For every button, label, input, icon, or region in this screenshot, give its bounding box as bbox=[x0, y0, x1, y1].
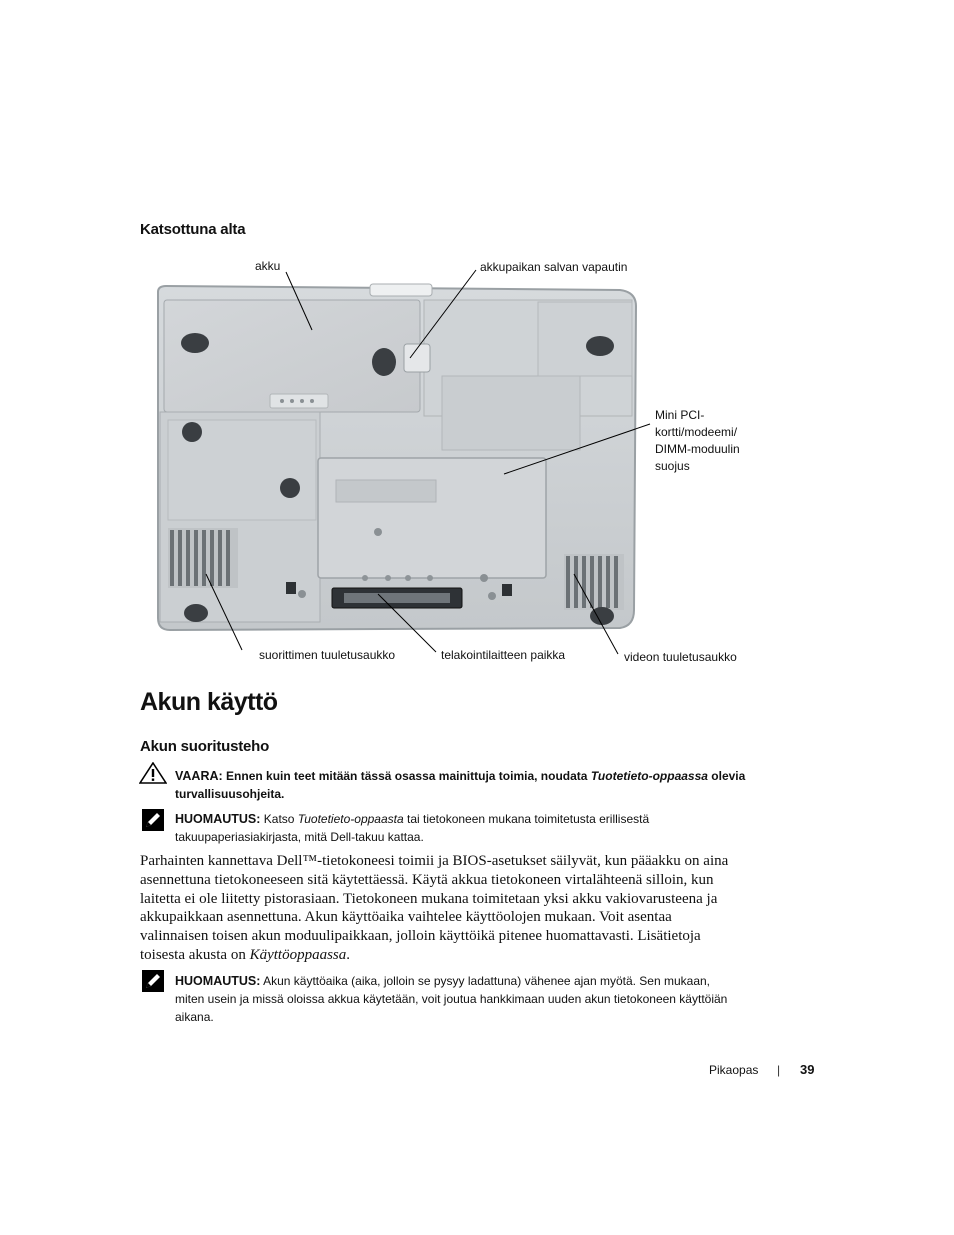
warning-text-after: olevia bbox=[711, 769, 746, 783]
battery-paragraph bbox=[140, 852, 780, 965]
subheading-battery-performance: Akun suoritusteho bbox=[140, 738, 270, 755]
paragraph-line6: toisesta akusta on bbox=[140, 946, 246, 963]
label-mini-pci-line3: DIMM-moduulin bbox=[655, 442, 740, 456]
notice1-text: Katso bbox=[263, 812, 295, 826]
footer-title: Pikaopas bbox=[709, 1063, 759, 1077]
paragraph-line1: Parhainten kannettava Dell™-tietokoneesi toimii ja BIOS-asetukset säilyvät, kun pääakku on aina bbox=[140, 853, 729, 869]
notice2-line3: aikana. bbox=[175, 1010, 214, 1024]
label-battery: akku bbox=[255, 259, 281, 273]
notice-warranty bbox=[175, 810, 775, 846]
label-mini-pci-line1: Mini PCI- bbox=[655, 408, 705, 422]
paragraph-period: . bbox=[346, 946, 351, 963]
notice1-line2: takuupaperiasiakirjasta, mitä Dell-takuu kattaa. bbox=[175, 830, 424, 844]
page-number: 39 bbox=[800, 1062, 815, 1077]
footer-separator: | bbox=[777, 1063, 781, 1077]
warning-line2: turvallisuusohjeita. bbox=[175, 787, 285, 801]
label-cpu-vent: suorittimen tuuletusaukko bbox=[259, 648, 396, 662]
notice-battery-lifetime bbox=[175, 972, 775, 1026]
label-mini-pci-line4: suojus bbox=[655, 459, 690, 473]
warning-label: VAARA: bbox=[175, 769, 223, 783]
notice2-line1: Akun käyttöaika (aika, jolloin se pysyy ladattuna) vähenee ajan myötä. Sen mukaan, bbox=[263, 974, 711, 988]
paragraph-line4: akkupaikkaan asennettuna. Akun käyttöaika vaihtelee käyttöolojen mukaan. Voit asentaa bbox=[140, 909, 672, 926]
label-battery-latch-release: akkupaikan salvan vapautin bbox=[480, 260, 628, 274]
label-mini-pci-line2: kortti/modeemi/ bbox=[655, 425, 738, 439]
section-heading-bottom-view: Katsottuna alta bbox=[140, 221, 246, 238]
notice2-line2: miten usein ja missä oloissa akkua käytetään, voit joutua hankkimaan uuden akun tietokoneen käyttöiän bbox=[175, 992, 728, 1006]
label-mini-pci-cover bbox=[655, 407, 740, 475]
notice2-label: HUOMAUTUS: bbox=[175, 974, 261, 988]
pencil-note-icon bbox=[142, 970, 164, 992]
warning-note bbox=[175, 767, 775, 803]
paragraph-line2: asennettuna tietokoneeseen sitä käytettäessä. Käytä akkua tietokoneen virtalähteenä silloin, kun bbox=[140, 871, 714, 888]
notice1-text-after: tai tietokoneen mukana toimitetusta erillisestä bbox=[407, 812, 650, 826]
paragraph-line3: laitetta ei ole liitetty pistorasiaan. Tietokoneen mukana toimitetaan yksi akku vakiovarusteena ja bbox=[140, 890, 718, 907]
notice1-label: HUOMAUTUS: bbox=[175, 812, 261, 826]
notice1-italic: Tuotetieto-oppaasta bbox=[297, 812, 404, 826]
warning-text: Ennen kuin teet mitään tässä osassa mainittuja toimia, noudata bbox=[226, 769, 588, 783]
pencil-note-icon bbox=[142, 809, 164, 831]
section-heading-battery-use: Akun käyttö bbox=[140, 688, 278, 716]
paragraph-line5: valinnaisen toisen akun moduulipaikkaan, jolloin käyttöikä pitenee huomattavasti. Lisätietoja bbox=[140, 928, 701, 945]
paragraph-italic-ref: Käyttöoppaassa bbox=[249, 946, 347, 963]
caution-triangle-icon bbox=[139, 762, 167, 784]
warning-italic: Tuotetieto-oppaassa bbox=[590, 769, 708, 783]
label-video-vent: videon tuuletusaukko bbox=[624, 650, 737, 664]
label-docking-connector: telakointilaitteen paikka bbox=[441, 648, 566, 662]
